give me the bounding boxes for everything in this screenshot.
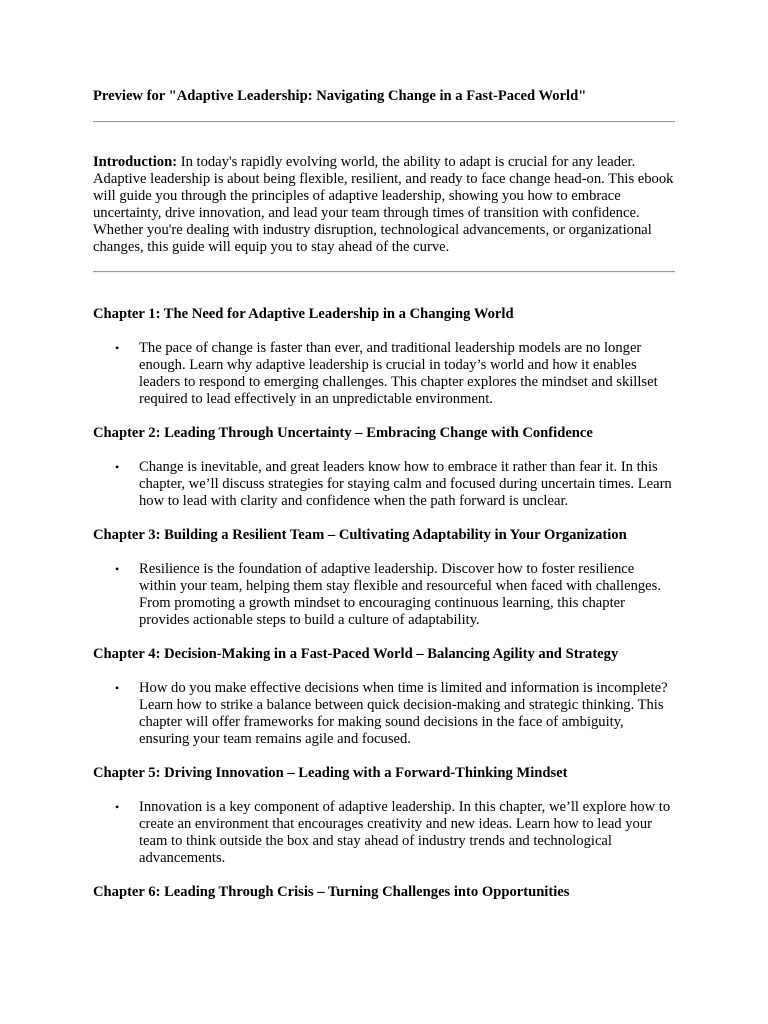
chapter-2 <box>93 425 675 510</box>
chapter-bullet-list <box>93 561 675 629</box>
introduction-text: In today's rapidly evolving world, the ability to adapt is crucial for any leader. Adaptive leadership is about being flexible, resilient, and ready to face change head-on. This ebook will guide you through the principles of adaptive leadership, showing you how to embrace uncertainty, drive innovation, and lead your team through times of transition with confidence. Whether you're dealing with industry disruption, technological advancements, or organizational changes, this guide will equip you to stay ahead of the curve. <box>93 154 674 255</box>
horizontal-rule <box>93 121 675 123</box>
chapter-6 <box>93 884 675 901</box>
chapter-summary: Change is inevitable, and great leaders know how to embrace it rather than fear it. In this chapter, we’ll discuss strategies for staying calm and focused during uncertain times. Learn how to lead with clarity and confidence when the path forward is unclear. <box>139 459 672 509</box>
chapter-1 <box>93 306 675 408</box>
chapter-heading: Chapter 4: Decision-Making in a Fast-Paced World – Balancing Agility and Strategy <box>93 646 619 662</box>
list-item <box>93 340 675 408</box>
chapter-heading: Chapter 6: Leading Through Crisis – Turning Challenges into Opportunities <box>93 884 570 900</box>
chapter-heading: Chapter 3: Building a Resilient Team – Cultivating Adaptability in Your Organization <box>93 527 627 543</box>
chapter-summary: The pace of change is faster than ever, and traditional leadership models are no longer enough. Learn why adaptive leadership is crucial in today’s world and how it enables leaders to respond to emerging challenges. This chapter explores the mindset and skillset required to lead effectively in an unpredictable environment. <box>139 340 658 407</box>
list-item <box>93 799 675 867</box>
chapter-3 <box>93 527 675 629</box>
chapter-heading: Chapter 5: Driving Innovation – Leading with a Forward-Thinking Mindset <box>93 765 568 781</box>
bullet-icon: • <box>115 681 120 695</box>
chapter-4 <box>93 646 675 748</box>
bullet-icon: • <box>115 800 120 814</box>
introduction-paragraph <box>93 154 675 256</box>
chapter-summary: Resilience is the foundation of adaptive leadership. Discover how to foster resilience within your team, helping them stay flexible and resourceful when faced with challenges. From promoting a growth mindset to encouraging continuous learning, this chapter provides actionable steps to build a culture of adaptability. <box>139 561 661 628</box>
chapter-heading: Chapter 2: Leading Through Uncertainty – Embracing Change with Confidence <box>93 425 593 441</box>
chapter-list <box>93 306 675 918</box>
bullet-icon: • <box>115 341 120 355</box>
chapter-bullet-list <box>93 340 675 408</box>
chapter-5 <box>93 765 675 867</box>
chapter-heading: Chapter 1: The Need for Adaptive Leadership in a Changing World <box>93 306 514 322</box>
chapter-summary: How do you make effective decisions when time is limited and information is incomplete? Learn how to strike a balance between quick decision-making and strategic thinking. This chapter will offer frameworks for making sound decisions in the face of ambiguity, ensuring your team remains agile and focused. <box>139 680 668 747</box>
chapter-bullet-list <box>93 459 675 510</box>
horizontal-rule <box>93 271 675 273</box>
introduction-label: Introduction: <box>93 154 178 170</box>
chapter-bullet-list <box>93 799 675 867</box>
list-item <box>93 459 675 510</box>
list-item <box>93 680 675 748</box>
bullet-icon: • <box>115 562 120 576</box>
document-title: Preview for "Adaptive Leadership: Navigating Change in a Fast-Paced World" <box>93 88 587 104</box>
list-item <box>93 561 675 629</box>
chapter-summary: Innovation is a key component of adaptive leadership. In this chapter, we’ll explore how to create an environment that encourages creativity and new ideas. Learn how to lead your team to think outside the box and stay ahead of industry trends and technological advancements. <box>139 799 671 866</box>
chapter-bullet-list <box>93 680 675 748</box>
bullet-icon: • <box>115 460 120 474</box>
